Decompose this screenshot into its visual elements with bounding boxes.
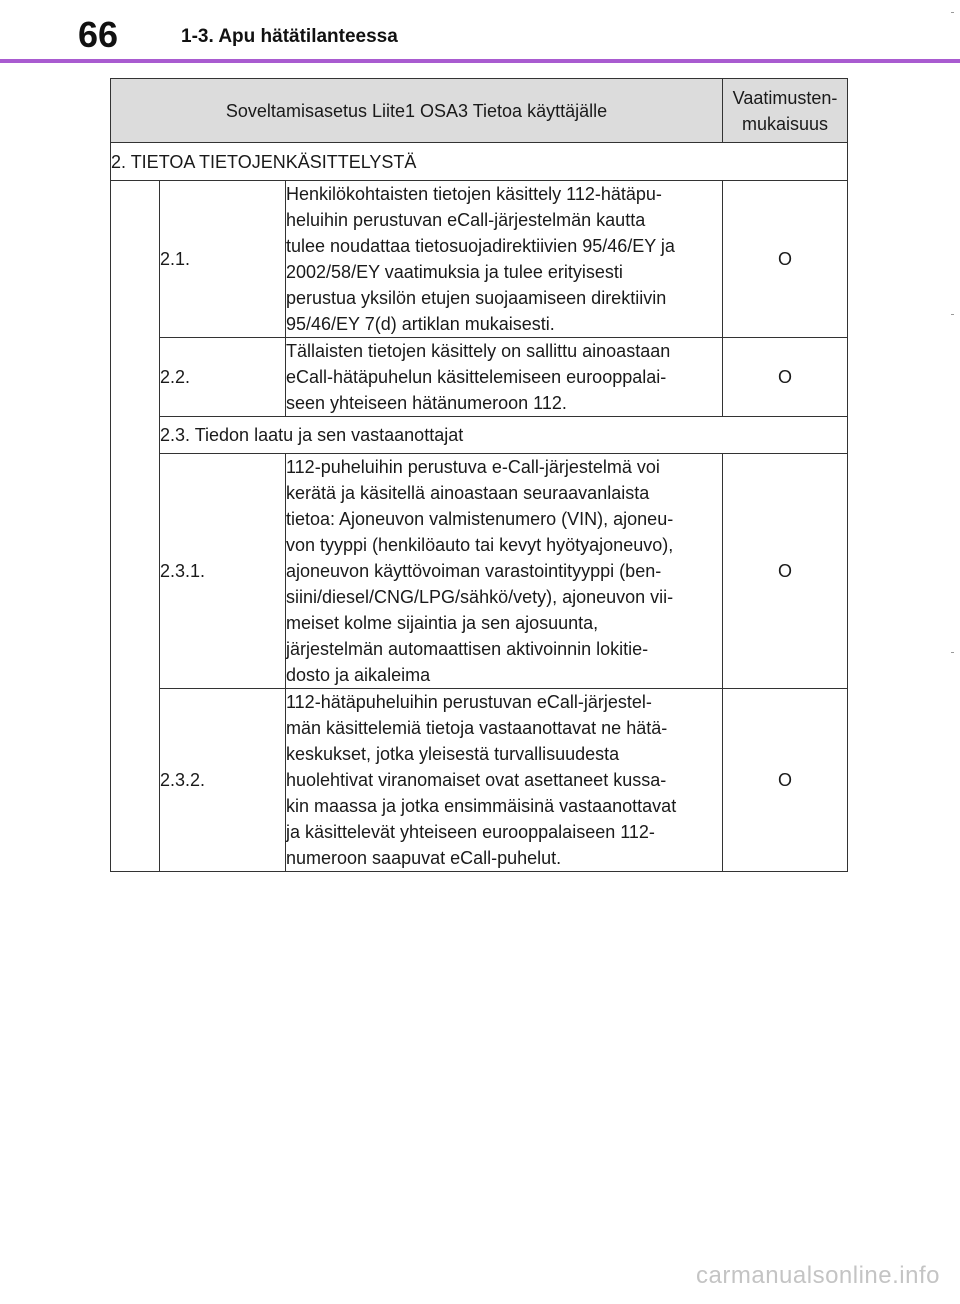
clause-number: 2.1. [160,181,286,338]
table-row [111,454,848,689]
table-header-regulation: Soveltamisasetus Liite1 OSA3 Tietoa käyttäjälle [111,79,723,143]
clause-line: siini/diesel/CNG/LPG/sähkö/vety), ajoneuvon vii- [286,587,674,607]
clause-line: 112-hätäpuheluihin perustuvan eCall-järjestel- [286,692,652,712]
clause-line: seen yhteiseen hätänumeroon 112. [286,393,567,413]
compliance-status: O [723,181,848,338]
indent-cell [111,181,160,872]
clause-text [286,689,723,872]
clause-line: ja käsittelevät yhteiseen eurooppalaiseen 112- [286,822,655,842]
clause-line: ajoneuvon käyttövoiman varastointityyppi (ben- [286,561,662,581]
clause-line: tulee noudattaa tietosuojadirektiivien 95/46/EY ja [286,236,675,256]
section-title: 1-3. Apu hätätilanteessa [181,26,398,47]
compliance-status: O [723,338,848,417]
clause-line: dosto ja aikaleima [286,665,431,685]
table-header-compliance-line2: mukaisuus [742,113,829,134]
clause-number: 2.3.2. [160,689,286,872]
clause-text [286,338,723,417]
clause-line: perustua yksilön etujen suojaamiseen direktiivin [286,288,667,308]
clause-line: Henkilökohtaisten tietojen käsittely 112-hätäpu- [286,184,662,204]
clause-line: von tyyppi (henkilöauto tai kevyt hyötyajoneuvo), [286,535,674,555]
section-heading-row [111,143,848,181]
compliance-status: O [723,454,848,689]
clause-number: 2.3.1. [160,454,286,689]
clause-line: heluihin perustuvan eCall-järjestelmän kautta [286,210,646,230]
edge-mark [951,314,954,315]
table-header-row [111,79,848,143]
table-header-compliance [723,79,848,143]
clause-line: järjestelmän automaattisen aktivoinnin lokitie- [286,639,649,659]
sub-heading: 2.3. Tiedon laatu ja sen vastaanottajat [160,417,848,454]
clause-line: numeroon saapuvat eCall-puhelut. [286,848,562,868]
table-row [111,689,848,872]
compliance-table [110,78,848,872]
table-header-compliance-line1: Vaatimusten- [732,87,838,108]
clause-line: män käsittelemiä tietoja vastaanottavat ne hätä- [286,718,668,738]
table-row [111,338,848,417]
section-heading: 2. TIETOA TIETOJENKÄSITTELYSTÄ [111,143,848,181]
sub-heading-row [111,417,848,454]
clause-line: meiset kolme sijaintia ja sen ajosuunta, [286,613,599,633]
clause-line: huolehtivat viranomaiset ovat asettaneet kussa- [286,770,667,790]
edge-mark [951,12,954,13]
watermark: carmanualsonline.info [696,1262,940,1289]
clause-text [286,181,723,338]
clause-line: 112-puheluihin perustuva e-Call-järjestelmä voi [286,457,660,477]
clause-line: kerätä ja käsitellä ainoastaan seuraavanlaista [286,483,650,503]
clause-line: 95/46/EY 7(d) artiklan mukaisesti. [286,314,555,334]
page-number: 66 [78,14,119,55]
header-divider [0,59,960,63]
compliance-status: O [723,689,848,872]
clause-text [286,454,723,689]
edge-mark [951,652,954,653]
table-row [111,181,848,338]
clause-line: Tällaisten tietojen käsittely on sallittu ainoastaan [286,341,671,361]
clause-line: eCall-hätäpuhelun käsittelemiseen eurooppalai- [286,367,667,387]
clause-line: tietoa: Ajoneuvon valmistenumero (VIN), ajoneu- [286,509,674,529]
clause-number: 2.2. [160,338,286,417]
clause-line: keskukset, jotka yleisestä turvallisuudesta [286,744,620,764]
clause-line: kin maassa ja jotka ensimmäisinä vastaanottavat [286,796,677,816]
clause-line: 2002/58/EY vaatimuksia ja tulee erityisesti [286,262,623,282]
